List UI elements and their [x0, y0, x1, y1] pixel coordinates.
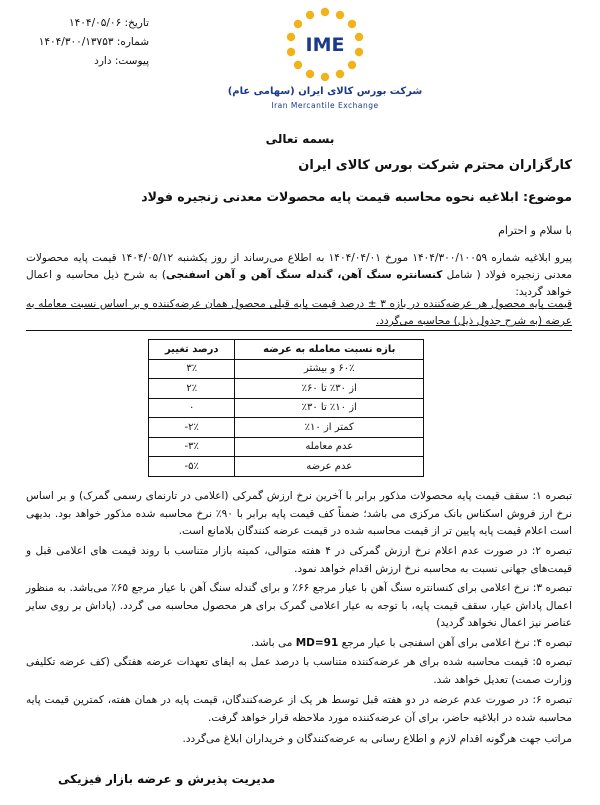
closing-sentence: مراتب جهت هرگونه اقدام لازم و اطلاع رسانی به عرضه‌کنندگان و خریداران ابلاغ می‌گردد.: [182, 733, 572, 745]
ime-emblem-icon: [275, 6, 375, 84]
ratio-cell: کمتر از ۱۰٪: [235, 418, 424, 438]
change-cell: ۳٪: [149, 359, 235, 379]
note-6: تبصره ۶: در صورت عدم عرضه در دو هفته قبل توسط هر یک از عرضه‌کنندگان، قیمت پایه در همان هفته، کمترین قیمت پایه محاسبه شده در ابلاغیه حاضر، برای آن عرضه‌کننده مورد ملاحظه قرار خواهد گرفت.: [26, 694, 572, 724]
note-2: تبصره ۲: در صورت عدم اعلام نرخ ارزش گمرکی در ۴ هفته متوالی، کمیته بازار متناسب با روند قیمت های اعلامی قبل و قیمت‌های جهانی نسبت به محاسبه نرخ ارزش اقدام خواهد نمود.: [26, 545, 572, 575]
ratio-cell: عدم عرضه: [235, 457, 424, 477]
letter-addressee: کارگزاران محترم شرکت بورس کالای ایران: [298, 158, 572, 173]
table-row: [149, 398, 424, 418]
pricing-rule-text: قیمت پایه محصول هر عرضه‌کننده در بازه ۳ ± درصد قیمت پایه قبلی محصول همان عرضه‌کننده و بر اساس نسبت معامله به عرضه (به شرح جدول ذیل) محاسبه می‌گردد.: [26, 298, 573, 327]
intro-products: کنسانتره سنگ آهن، گندله سنگ آهن و آهن اسفنجی: [166, 269, 443, 281]
letter-greeting: با سلام و احترام: [498, 224, 572, 237]
table-row: [149, 418, 424, 438]
intro-text-start: پیرو ابلاغیه شماره ۱۴۰۴/۳۰۰/۱۰۰۵۹ مورخ ۱۴۰۴/۰۴/۰۱ به اطلاع می‌رساند از روز یکشنبه ۱۴۰۴/۰۵/۱۲ قیمت پایه محصولات معدنی زنجیره فولاد ( شامل: [26, 252, 572, 281]
company-name-en: Iran Mercantile Exchange: [271, 101, 379, 110]
letter-subject: موضوع: ابلاغیه نحوه محاسبه قیمت پایه محصولات معدنی زنجیره فولاد: [141, 189, 572, 204]
change-cell: ۳٪-: [149, 437, 235, 457]
letter-attachment: پیوست: دارد: [94, 55, 149, 67]
change-cell: ۵٪-: [149, 457, 235, 477]
note-4: [26, 635, 572, 653]
table-row: [149, 437, 424, 457]
rate-change-table: [148, 339, 424, 477]
note-4-text-end: می باشد.: [250, 637, 296, 649]
change-cell: ۰: [149, 398, 235, 418]
ratio-cell: از ۳۰٪ تا ۶۰٪: [235, 379, 424, 399]
change-cell: ۲٪-: [149, 418, 235, 438]
ratio-cell: از ۱۰٪ تا ۳۰٪: [235, 398, 424, 418]
table-header-ratio: بازه نسبت معامله به عرضه: [235, 340, 424, 360]
ratio-cell: ۶۰٪ و بیشتر: [235, 359, 424, 379]
table-row: [149, 379, 424, 399]
intro-paragraph: [26, 250, 572, 301]
table-header-row: [149, 340, 424, 360]
table-row: [149, 359, 424, 379]
note-4-text: تبصره ۴: نرخ اعلامی برای آهن اسفنجی با عیار مرجع: [338, 637, 572, 649]
basmala-heading: بسمه تعالی: [265, 132, 335, 146]
intro-text-end: ) به شرح ذیل محاسبه و اعمال خواهد گردید:: [26, 269, 572, 298]
letter-number: شماره: ۱۴۰۴/۳۰۰/۱۳۷۵۳: [38, 36, 149, 48]
table-row: [149, 457, 424, 477]
note-1: تبصره ۱: سقف قیمت پایه محصولات مذکور برابر با آخرین نرخ ارزش گمرکی (اعلامی در تارنمای رسمی گمرک) و بر اساس نرخ ارز فروش اسکناس بانک مرکزی می باشد؛ ضمناً کف قیمت پایه برابر با ۹۰٪ نرخ محاسبه شده مذکور خواهد بود. بدیهی است اعلام قیمت پایه پایین تر از قیمت محاسبه شده در قیمت عرضه کنندگان بلامانع است.: [26, 490, 572, 537]
note-5: تبصره ۵: قیمت محاسبه شده برای هر عرضه‌کننده متناسب با درصد عمل به ایفای تعهدات عرضه هفتگی (کف عرضه تکلیفی وزارت صمت) تعدیل خواهد شد.: [26, 656, 572, 686]
logo-initials: IME: [305, 34, 345, 56]
note-3: تبصره ۳: نرخ اعلامی برای کنسانتره سنگ آهن با عیار مرجع ۶۶٪ و برای گندله سنگ آهن با عیار مرجع ۶۵٪ می‌باشد. به منظور اعمال پاداش عیار، سقف قیمت پایه، با توجه به عیار اعلامی گمرک برای هر محصول محاسبه می گردد. (پاداش بر روی سایر عناصر نیز اعمال نخواهد گردید): [26, 582, 572, 629]
letter-date: تاریخ: ۱۴۰۴/۰۵/۰۶: [69, 17, 149, 29]
letter-metadata: [34, 14, 149, 71]
change-cell: ۲٪: [149, 379, 235, 399]
company-logo: [225, 6, 425, 116]
signature-unit: مدیریت پذیرش و عرضه بازار فیزیکی: [58, 772, 276, 786]
company-name-fa: شرکت بورس کالای ایران (سهامی عام): [227, 86, 423, 97]
ratio-cell: عدم معامله: [235, 437, 424, 457]
table-header-change: درصد تغییر: [149, 340, 235, 360]
note-4-grade: MD=91: [295, 637, 339, 649]
pricing-rule-paragraph: [26, 296, 572, 331]
